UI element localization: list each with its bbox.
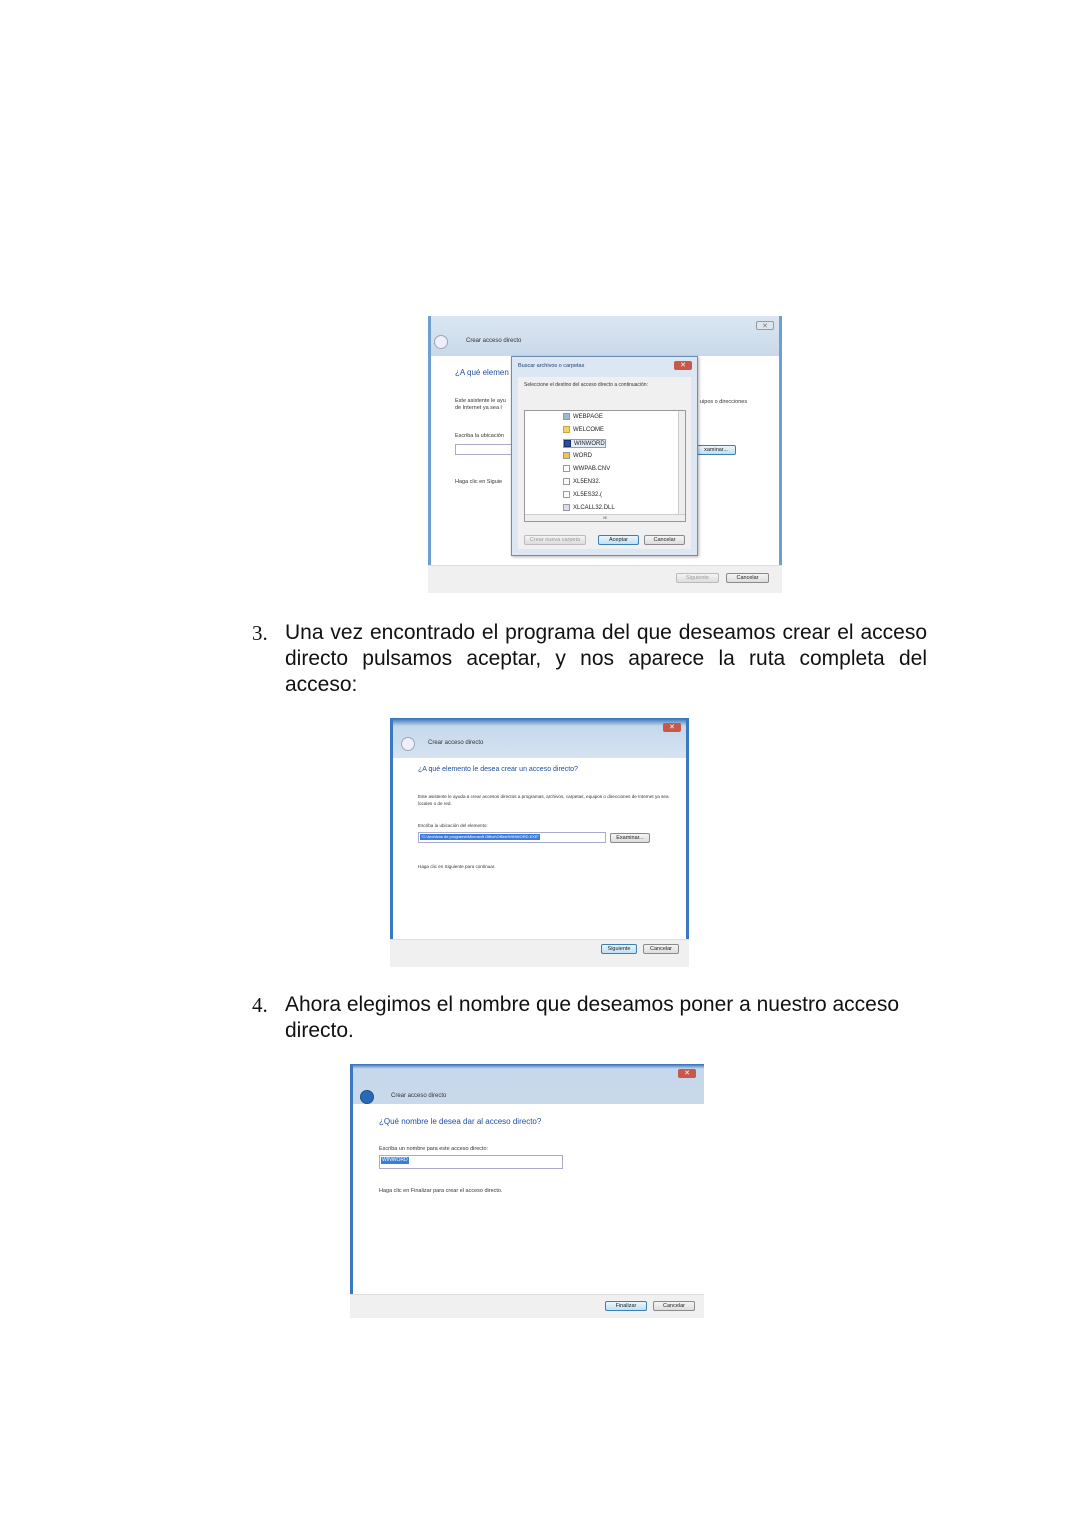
close-button[interactable]: ✕ xyxy=(663,723,681,732)
location-value: "C:\Archivos de programa\Microsoft Office\Office\WINWORD.EXE" xyxy=(421,834,540,839)
window-title: Crear acceso directo xyxy=(428,740,484,746)
ok-button[interactable]: Aceptar xyxy=(598,535,639,545)
screenshot-browse-dialog xyxy=(428,316,782,593)
file-icon xyxy=(563,491,570,498)
web-file-icon xyxy=(563,413,570,420)
dialog-instruction: Seleccione el destino del acceso directo a continuación: xyxy=(524,382,648,388)
name-value: WINWORD xyxy=(382,1157,408,1163)
item-label: WELCOME xyxy=(573,427,605,434)
location-label: Escriba la ubicación del elemento: xyxy=(418,823,488,828)
browse-folder-dialog xyxy=(511,356,698,556)
word-icon xyxy=(564,440,571,447)
folder-tree[interactable] xyxy=(524,410,686,522)
dialog-close-button[interactable]: ✕ xyxy=(674,361,692,370)
screenshot-location-step xyxy=(390,718,689,967)
window-title: Crear acceso directo xyxy=(391,1093,447,1099)
wizard-heading: ¿A qué elemento le desea crear un acceso directo? xyxy=(418,766,578,773)
location-input[interactable] xyxy=(455,444,515,455)
item-label: XLCALL32.DLL xyxy=(573,505,615,512)
dll-file-icon xyxy=(563,504,570,511)
back-arrow-icon[interactable] xyxy=(401,737,415,751)
step-number: 4. xyxy=(252,993,268,1017)
word-shortcut-icon xyxy=(563,452,570,459)
vertical-scrollbar[interactable] xyxy=(678,411,685,515)
item-label: WORD xyxy=(573,453,592,460)
browse-button[interactable]: xaminar... xyxy=(696,445,736,455)
wizard-heading: ¿A qué elemen xyxy=(455,368,509,377)
folder-icon xyxy=(563,426,570,433)
step-number: 3. xyxy=(252,621,268,645)
dialog-cancel-button[interactable]: Cancelar xyxy=(644,535,685,545)
tree-item-selected[interactable] xyxy=(563,439,606,448)
tree-item[interactable] xyxy=(563,465,610,472)
cancel-button[interactable]: Cancelar xyxy=(726,573,769,583)
new-folder-button[interactable]: Crear nueva carpeta xyxy=(524,535,586,545)
window-title: Crear acceso directo xyxy=(466,338,522,344)
tree-item[interactable] xyxy=(563,491,602,498)
close-button[interactable]: ✕ xyxy=(678,1069,696,1078)
browse-button[interactable]: Examinar... xyxy=(610,833,650,843)
screenshot-name-step xyxy=(350,1064,704,1318)
item-label: WEBPAGE xyxy=(573,414,603,421)
step-4 xyxy=(252,992,927,1044)
cancel-button[interactable]: Cancelar xyxy=(653,1301,695,1311)
item-label: WWPAB.CNV xyxy=(573,466,611,473)
file-icon xyxy=(563,478,570,485)
step-text: Ahora elegimos el nombre que deseamos poner a nuestro acceso directo. xyxy=(285,993,900,1042)
hint-text: Haga clic en Siguie xyxy=(455,479,503,485)
hint-text: Haga clic en Siguiente para continuar. xyxy=(418,864,496,869)
location-label: Escriba la ubicación xyxy=(455,433,504,439)
next-button[interactable]: Siguiente xyxy=(676,573,719,583)
item-label: WINWORD xyxy=(574,441,605,448)
tree-item[interactable] xyxy=(563,413,603,420)
description: uipos o direcciones xyxy=(700,399,748,405)
tree-item[interactable] xyxy=(563,478,600,485)
name-input[interactable] xyxy=(379,1155,563,1169)
hint-text: Haga clic en Finalizar para crear el acceso directo. xyxy=(379,1188,503,1194)
back-arrow-icon[interactable] xyxy=(434,335,448,349)
tree-item[interactable] xyxy=(563,504,615,511)
file-icon xyxy=(563,465,570,472)
finish-button[interactable]: Finalizar xyxy=(605,1301,647,1311)
description: de Internet ya sea l xyxy=(455,405,502,411)
step-3 xyxy=(252,620,927,698)
back-arrow-icon[interactable] xyxy=(360,1090,374,1104)
step-text: Una vez encontrado el programa del que deseamos crear el acceso directo pulsamos aceptar, y nos aparece la ruta completa del acceso: xyxy=(285,621,927,696)
description: Este asistente le ayu xyxy=(455,398,506,404)
next-button[interactable]: Siguiente xyxy=(601,944,637,954)
tree-item[interactable] xyxy=(563,426,604,433)
dialog-title: Buscar archivos o carpetas xyxy=(518,363,585,369)
item-label: XL5ES32.( xyxy=(573,492,603,499)
description: Este asistente le ayuda a crear accesos directos a programas, archivos, carpetas, equipos o direcciones de Internet ya sea locales o de red. xyxy=(418,794,669,806)
close-button[interactable]: ✕ xyxy=(756,321,774,330)
cancel-button[interactable]: Cancelar xyxy=(643,944,679,954)
item-label: XL5EN32. xyxy=(573,479,601,486)
location-input[interactable] xyxy=(418,832,606,843)
horizontal-scrollbar[interactable] xyxy=(525,514,685,521)
tree-item[interactable] xyxy=(563,452,592,459)
name-label: Escriba un nombre para este acceso directo: xyxy=(379,1146,489,1152)
scroll-grip: III xyxy=(603,515,607,520)
wizard-heading: ¿Qué nombre le desea dar al acceso directo? xyxy=(379,1117,542,1126)
